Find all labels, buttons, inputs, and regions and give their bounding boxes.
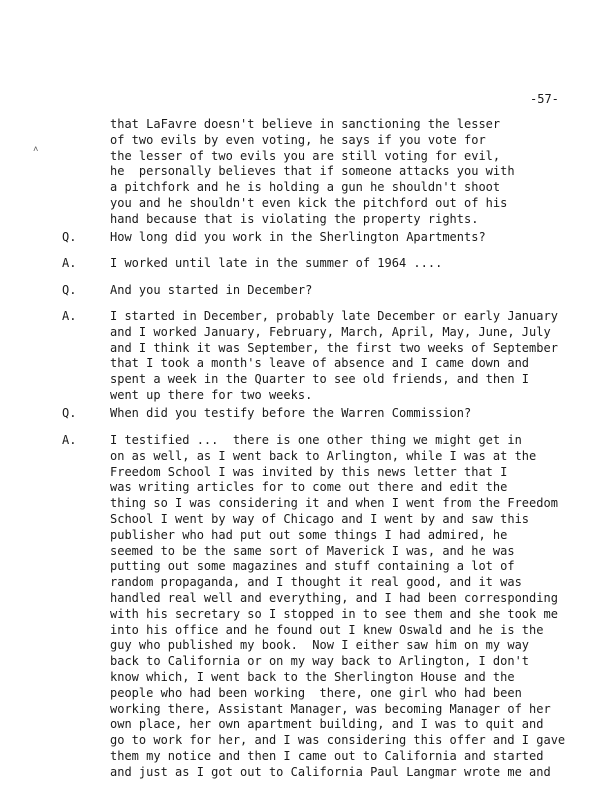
text-line: that LaFavre doesn't believe in sanctioning the lesser — [110, 117, 501, 131]
text-line: School I went by way of Chicago and I went by and saw this — [110, 511, 530, 526]
speaker-label: A. — [62, 309, 77, 323]
text-line: the lesser of two evils you are still voting for evil, — [110, 148, 501, 163]
text-line: on as well, as I went back to Arlington, while I was at the — [110, 448, 537, 463]
paragraph-text — [110, 283, 580, 299]
paragraph-text — [110, 230, 580, 246]
text-line: a pitchfork and he is holding a gun he shouldn't shoot — [110, 180, 501, 195]
text-line: working there, Assistant Manager, was becoming Manager of her — [110, 701, 551, 716]
text-line: spent a week in the Quarter to see old friends, and then I — [110, 372, 530, 387]
page-number: -57- — [530, 92, 559, 106]
speaker-label: A. — [62, 256, 77, 270]
text-line: and I worked January, February, March, April, May, June, July — [110, 324, 551, 339]
text-line: back to California or on my way back to Arlington, I don't — [110, 654, 530, 669]
text-line: them my notice and then I came out to California and started — [110, 748, 544, 763]
text-line: seemed to be the same sort of Maverick I was, and he was — [110, 543, 515, 558]
speaker-label: Q. — [62, 406, 77, 420]
text-line: with his secretary so I stopped in to see them and she took me — [110, 606, 558, 621]
paragraph-text — [110, 433, 580, 781]
text-line: he personally believes that if someone attacks you with — [110, 164, 515, 179]
paragraph-text — [110, 256, 580, 272]
paragraph-text — [110, 309, 580, 404]
text-line: and I think it was September, the first two weeks of September — [110, 340, 558, 355]
text-line: handled real well and everything, and I had been corresponding — [110, 590, 558, 605]
text-line: was writing articles for to come out there and edit the — [110, 480, 508, 495]
text-line: went up there for two weeks. — [110, 387, 313, 402]
speaker-label: Q. — [62, 230, 77, 244]
paragraph-text — [110, 117, 580, 228]
stray-mark: ˄ — [33, 145, 39, 155]
speaker-label: A. — [62, 433, 77, 447]
speaker-label: Q. — [62, 283, 77, 297]
text-line: I started in December, probably late December or early January — [110, 309, 558, 323]
text-line: know which, I went back to the Sherlington House and the — [110, 669, 515, 684]
text-line: guy who published my book. Now I either saw him on my way — [110, 638, 530, 653]
text-line: people who had been working there, one girl who had been — [110, 685, 522, 700]
text-line: you and he shouldn't even kick the pitchford out of his — [110, 195, 508, 210]
text-line: I worked until late in the summer of 1964 .... — [110, 256, 443, 270]
text-line: hand because that is violating the property rights. — [110, 211, 479, 226]
text-line: that I took a month's leave of absence and I came down and — [110, 356, 530, 371]
text-line: Freedom School I was invited by this news letter that I — [110, 464, 508, 479]
text-line: of two evils by even voting, he says if you vote for — [110, 132, 486, 147]
text-line: thing so I was considering it and when I went from the Freedom — [110, 496, 558, 511]
text-line: go to work for her, and I was considering this offer and I gave — [110, 733, 566, 748]
text-line: I testified ... there is one other thing we might get in — [110, 433, 522, 447]
text-line: random propaganda, and I thought it real good, and it was — [110, 575, 522, 590]
text-line: And you started in December? — [110, 283, 313, 297]
text-line: How long did you work in the Sherlington Apartments? — [110, 230, 486, 244]
text-line: publisher who had put out some things I had admired, he — [110, 527, 508, 542]
paragraph-text — [110, 406, 580, 422]
text-line: and just as I got out to California Paul Langmar wrote me and — [110, 764, 551, 779]
text-line: own place, her own apartment building, and I was to quit and — [110, 717, 544, 732]
text-line: into his office and he found out I knew Oswald and he is the — [110, 622, 544, 637]
text-line: putting out some magazines and stuff containing a lot of — [110, 559, 515, 574]
text-line: When did you testify before the Warren Commission? — [110, 406, 472, 420]
